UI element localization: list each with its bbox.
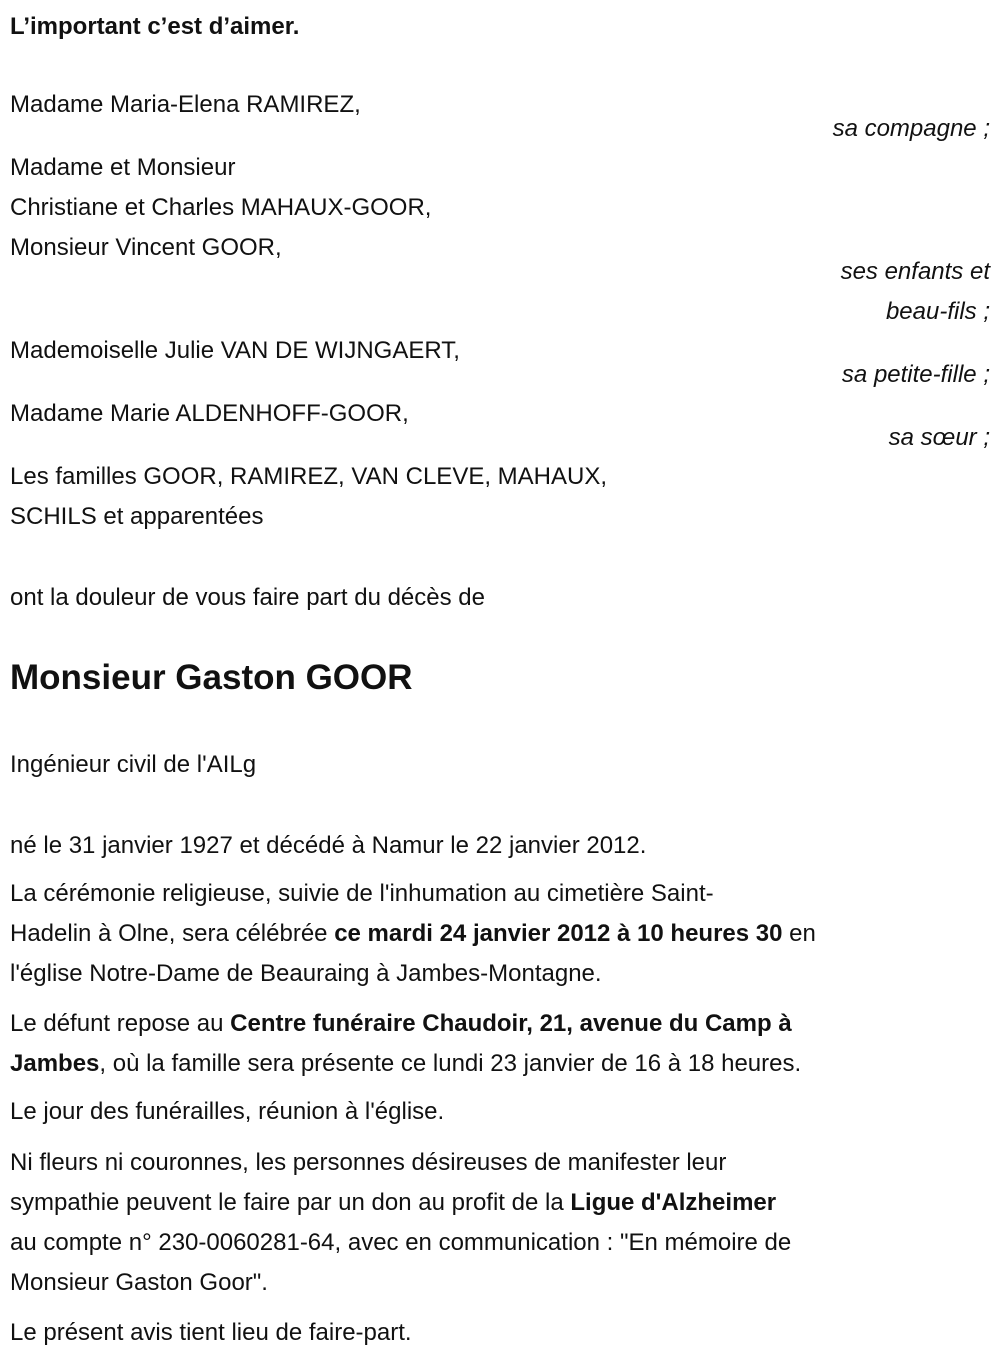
ceremony-datetime: ce mardi 24 janvier 2012 à 10 heures 30 <box>334 920 783 947</box>
family-member: Les familles GOOR, RAMIREZ, VAN CLEVE, MAHAUX, <box>10 463 608 490</box>
profession: Ingénieur civil de l'AILg <box>10 751 257 778</box>
relation: beau-fils ; <box>885 298 990 325</box>
motto: L’important c’est d’aimer. <box>10 13 300 40</box>
ceremony-text: l'église Notre-Dame de Beauraing à Jambes-Montagne. <box>10 960 602 987</box>
family-member: Mademoiselle Julie VAN DE WIJNGAERT, <box>10 337 460 364</box>
donation-text <box>10 1183 776 1223</box>
ceremony-text: La cérémonie religieuse, suivie de l'inhumation au cimetière Saint- <box>10 880 714 907</box>
repose-text <box>10 1004 792 1044</box>
repose-text: , où la famille sera présente ce lundi 23 janvier de 16 à 18 heures. <box>99 1050 802 1077</box>
charity-name: Ligue d'Alzheimer <box>570 1189 777 1216</box>
family-member: SCHILS et apparentées <box>10 503 264 530</box>
relation: sa sœur ; <box>888 424 990 451</box>
relation: ses enfants et <box>840 258 990 285</box>
family-member: Madame et Monsieur <box>10 154 236 181</box>
announcement: ont la douleur de vous faire part du décès de <box>10 584 485 611</box>
donation-text: Monsieur Gaston Goor". <box>10 1269 268 1296</box>
relation: sa petite-fille ; <box>841 361 990 388</box>
meeting-text: Le jour des funérailles, réunion à l'église. <box>10 1098 445 1125</box>
dates: né le 31 janvier 1927 et décédé à Namur le 22 janvier 2012. <box>10 832 647 859</box>
deceased-name: Monsieur Gaston GOOR <box>10 658 413 697</box>
repose-text <box>10 1044 801 1084</box>
relation: sa compagne ; <box>832 115 990 142</box>
repose-text: Le défunt repose au <box>10 1010 231 1037</box>
donation-text: Ni fleurs ni couronnes, les personnes désireuses de manifester leur <box>10 1149 727 1176</box>
family-member: Madame Maria-Elena RAMIREZ, <box>10 91 361 118</box>
family-member: Monsieur Vincent GOOR, <box>10 234 282 261</box>
ceremony-text: Hadelin à Olne, sera célébrée <box>10 920 335 947</box>
ceremony-text: en <box>782 920 816 947</box>
donation-text: sympathie peuvent le faire par un don au profit de la <box>10 1189 571 1216</box>
closing-text: Le présent avis tient lieu de faire-part. <box>10 1319 412 1346</box>
family-member: Christiane et Charles MAHAUX-GOOR, <box>10 194 432 221</box>
funeral-center: Centre funéraire Chaudoir, 21, avenue du Camp à <box>230 1010 792 1037</box>
ceremony-text <box>10 914 816 954</box>
funeral-center: Jambes <box>10 1050 100 1077</box>
donation-text: au compte n° 230-0060281-64, avec en communication : "En mémoire de <box>10 1229 792 1256</box>
family-member: Madame Marie ALDENHOFF-GOOR, <box>10 400 409 427</box>
